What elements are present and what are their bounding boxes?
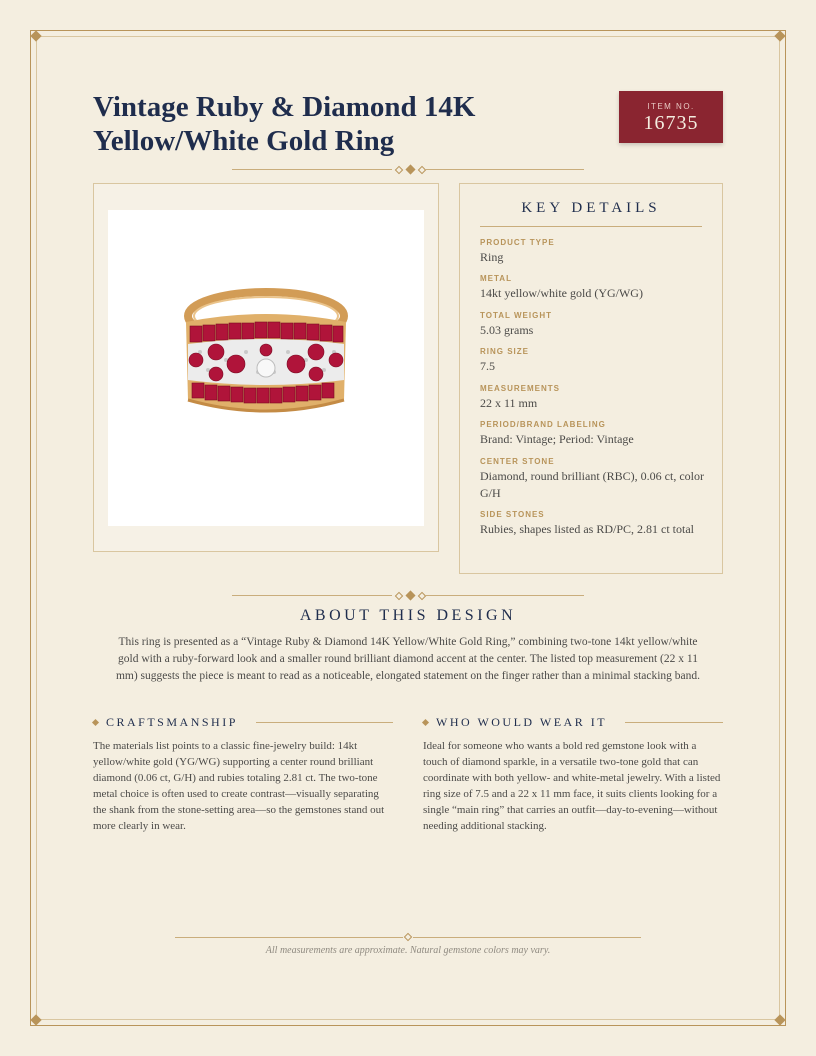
footer-divider-right	[413, 937, 641, 938]
detail-value: Rubies, shapes listed as RD/PC, 2.81 ct total	[480, 522, 694, 536]
product-image	[108, 210, 424, 526]
craftsmanship-text: The materials list points to a classic fine-jewelry build: 14kt yellow/white gold (YG/WG) supporting a center round brilliant diamond (0.06 ct, G/H) and rubies totaling 2.81 ct. The two-tone metal choice is often used to create contrast—visually separating the shank from the stone-setting area—so the gemstones stand out more clearly in wear.	[93, 740, 385, 832]
detail-label: TOTAL WEIGHT	[480, 311, 552, 320]
detail-value: Diamond, round brilliant (RBC), 0.06 ct, color G/H	[480, 469, 704, 500]
detail-side-stones	[480, 510, 705, 538]
diamond-ornament-icon	[395, 591, 403, 599]
detail-label: PRODUCT TYPE	[480, 238, 555, 247]
title-divider-left	[232, 169, 392, 170]
craftsmanship-rule	[256, 722, 393, 723]
detail-value: 22 x 11 mm	[480, 396, 538, 410]
detail-total-weight	[480, 311, 705, 339]
detail-measurements	[480, 384, 705, 412]
diamond-ornament-icon	[406, 591, 416, 601]
center-diamond	[257, 359, 275, 377]
key-details-heading: KEY DETAILS	[521, 200, 661, 216]
diamond-ornament-icon	[406, 165, 416, 175]
detail-label: MEASUREMENTS	[480, 384, 561, 393]
detail-center-stone	[480, 457, 705, 502]
detail-product-type	[480, 238, 705, 266]
craftsmanship-heading-row	[93, 715, 238, 730]
craftsmanship-heading: CRAFTSMANSHIP	[106, 715, 238, 729]
detail-label: METAL	[480, 274, 512, 283]
who-would-wear-rule	[625, 722, 723, 723]
who-would-wear-heading: WHO WOULD WEAR IT	[436, 715, 608, 729]
ring-illustration	[108, 210, 424, 526]
about-heading: ABOUT THIS DESIGN	[299, 607, 517, 624]
footer-note: All measurements are approximate. Natural gemstone colors may vary.	[265, 945, 551, 956]
about-divider-ornament	[396, 592, 425, 599]
detail-label: PERIOD/BRAND LABELING	[480, 420, 606, 429]
detail-label: RING SIZE	[480, 347, 530, 356]
item-number-label: ITEM NO.	[647, 102, 695, 111]
title-divider-ornament	[396, 166, 425, 173]
detail-metal	[480, 274, 705, 302]
who-would-wear-heading-row	[423, 715, 607, 730]
detail-label: SIDE STONES	[480, 510, 545, 519]
key-details-divider	[480, 226, 702, 227]
detail-value: 14kt yellow/white gold (YG/WG)	[480, 286, 643, 300]
about-text: This ring is presented as a “Vintage Ruby & Diamond 14K Yellow/White Gold Ring,” combining two-tone 14kt yellow/white gold with a ruby-forward look and a smaller round brilliant diamond accent at the center. The listed top measurement (22 x 11 mm) suggests the piece is meant to read as a noticeable, elongated statement on the finger rather than a minimal stacking band.	[115, 636, 701, 682]
item-number-badge	[619, 91, 723, 143]
detail-ring-size	[480, 347, 705, 375]
detail-label: CENTER STONE	[480, 457, 555, 466]
detail-value: Brand: Vintage; Period: Vintage	[480, 432, 634, 446]
title-divider-right	[424, 169, 584, 170]
diamond-bullet-icon	[92, 719, 99, 726]
diamond-bullet-icon	[422, 719, 429, 726]
about-divider-left	[232, 595, 392, 596]
detail-period-brand	[480, 420, 705, 448]
who-would-wear-text: Ideal for someone who wants a bold red gemstone look with a touch of diamond sparkle, in a versatile two-tone gold that can coordinate with both yellow- and white-metal jewelry. With a listed ring size of 7.5 and a 22 x 11 mm face, it suits clients looking for a single “main ring” that carries an outfit—day-to-evening—without needing additional stacking.	[423, 740, 721, 832]
footer-divider-left	[175, 937, 403, 938]
about-divider-right	[424, 595, 584, 596]
detail-value: Ring	[480, 250, 504, 264]
detail-value: 5.03 grams	[480, 323, 534, 337]
item-number-value: 16735	[643, 112, 699, 134]
page-title: Vintage Ruby & Diamond 14K Yellow/White Gold Ring	[93, 91, 476, 157]
diamond-ornament-icon	[395, 165, 403, 173]
detail-value: 7.5	[480, 359, 495, 373]
